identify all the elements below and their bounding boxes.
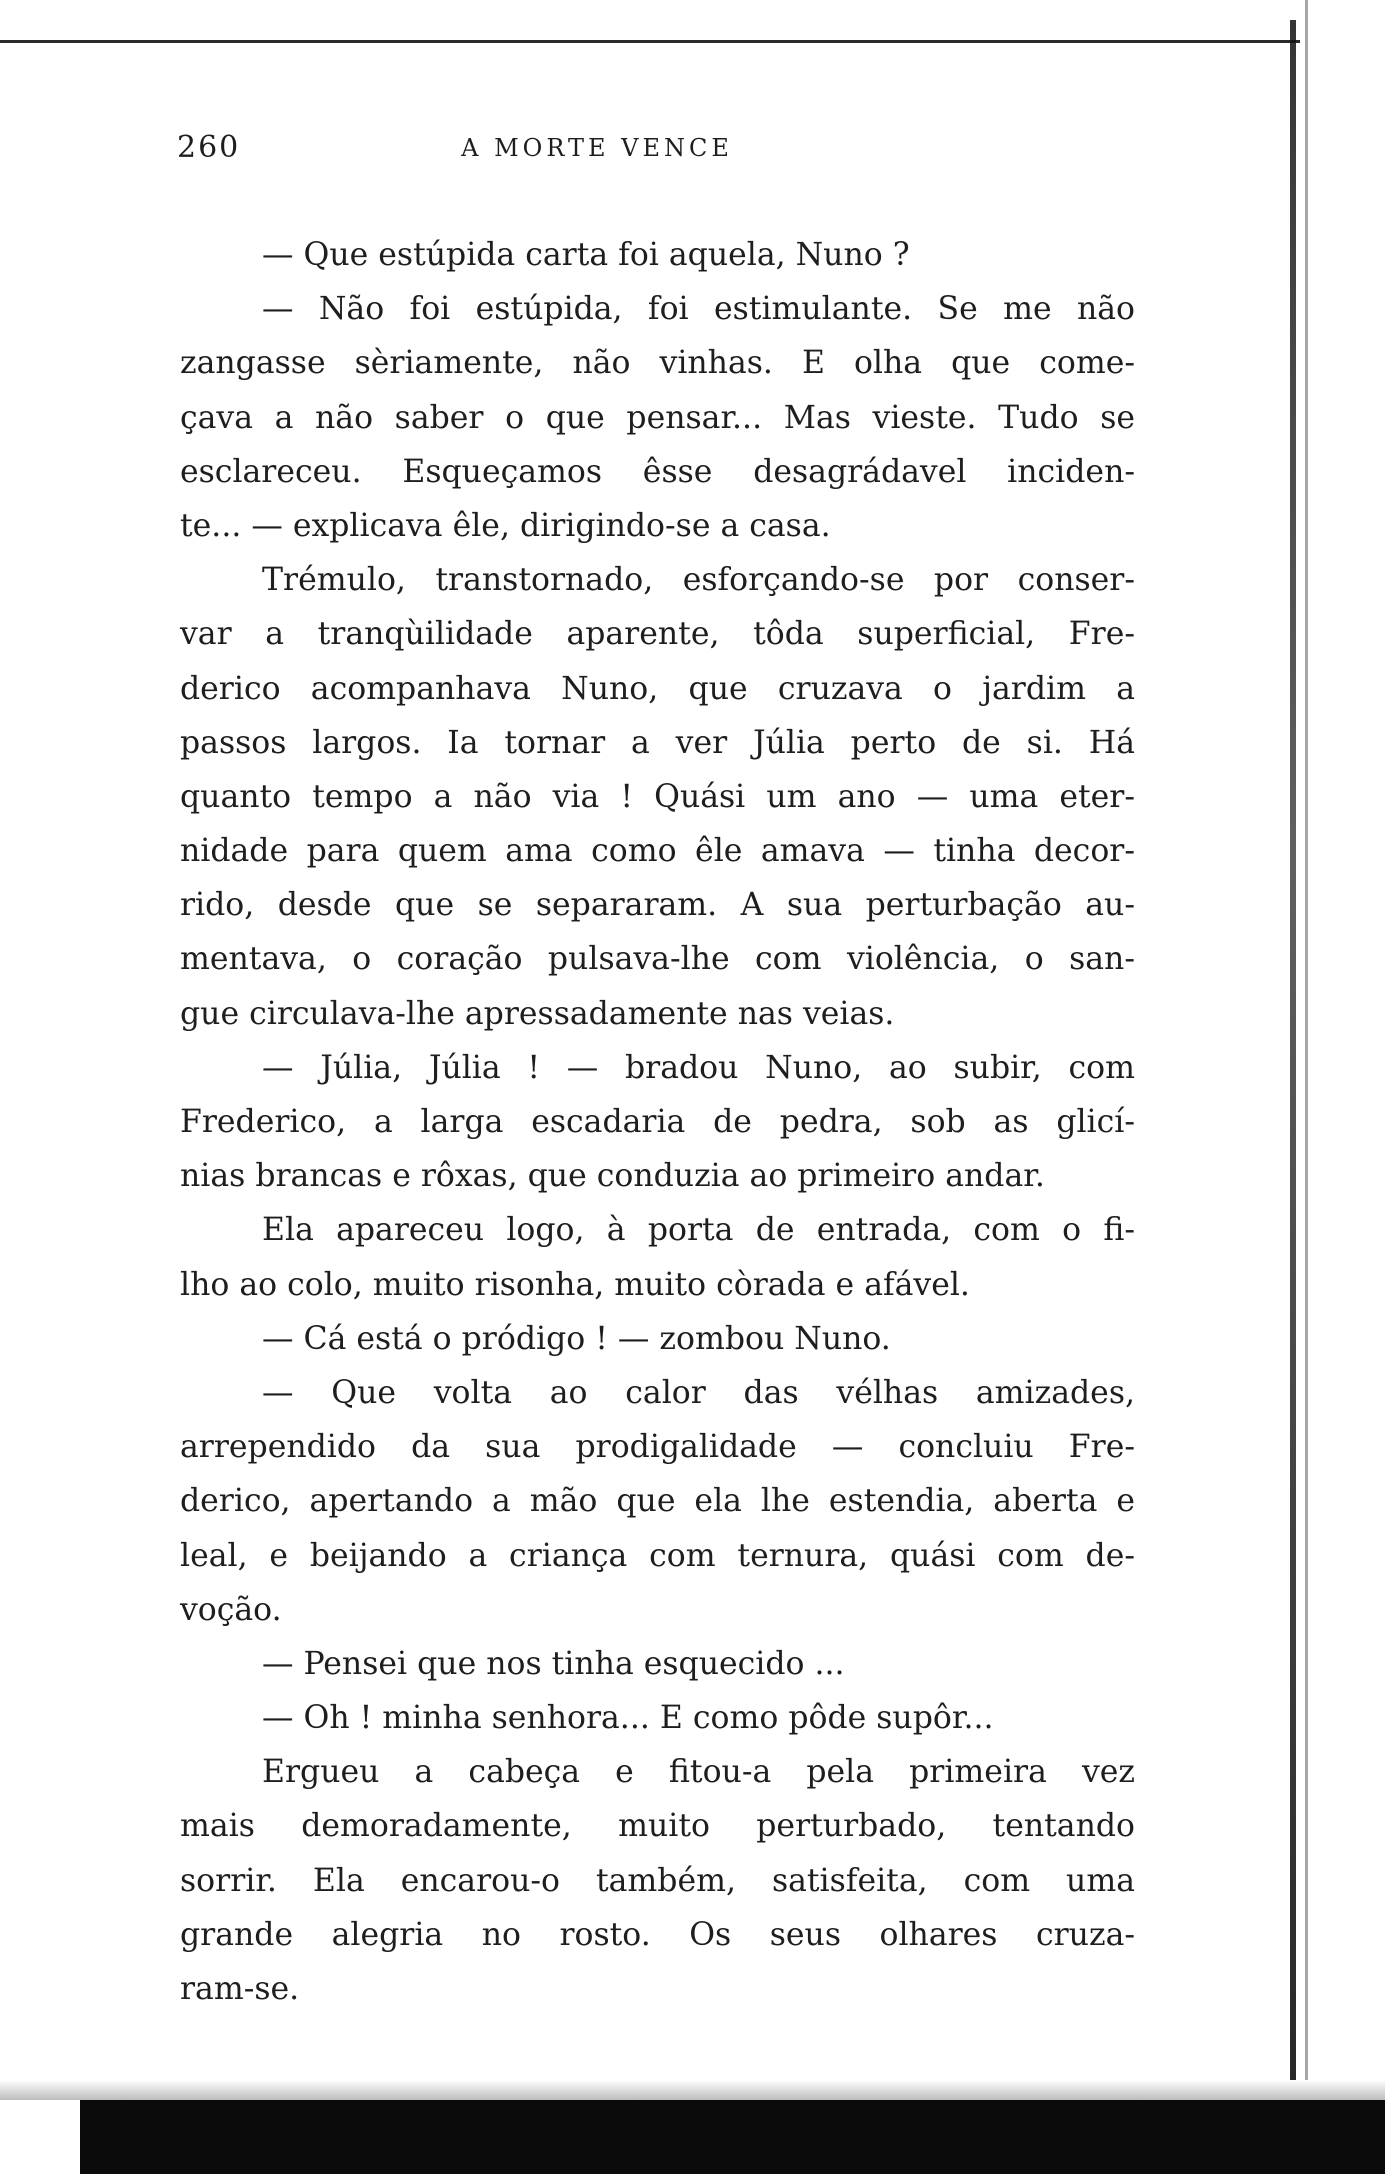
text-line: — Júlia, Júlia ! — bradou Nuno, ao subir, com [262,1049,1135,1086]
running-title: A MORTE VENCE [461,134,733,162]
text-line: passos largos. Ia tornar a ver Júlia perto de si. Há [180,724,1135,761]
text-line: derico acompanhava Nuno, que cruzava o jardim a [180,670,1135,707]
page-header [177,130,1137,174]
text-line: lho ao colo, muito risonha, muito còrada e afável. [180,1266,970,1303]
text-line: esclareceu. Esqueçamos êsse desagrádavel inciden- [180,453,1135,490]
text-line: Frederico, a larga escadaria de pedra, sob as glicí- [180,1104,1135,1140]
text-line: ram-se. [180,1971,300,2007]
text-line: voção. [180,1591,282,1628]
text-line: — Oh ! minha senhora... E como pôde supôr... [262,1700,994,1737]
text-line: derico, apertando a mão que ela lhe estendia, aberta e [180,1483,1135,1520]
top-rule [0,40,1300,43]
text-line: gue circulava-lhe apressadamente nas veias. [180,995,895,1032]
text-line: zangasse sèriamente, não vinhas. E olha que come- [180,345,1135,382]
text-line: Trémulo, transtornado, esforçando-se por conser- [262,562,1135,599]
page-edge-line [1305,0,1308,2174]
body-text [180,228,1135,2016]
text-line: — Não foi estúpida, foi estimulante. Se me não [262,291,1135,328]
text-line: mais demoradamente, muito perturbado, tentando [180,1808,1135,1845]
text-line: leal, e beijando a criança com ternura, quási com de- [180,1537,1135,1574]
text-line: nias brancas e rôxas, que conduzia ao primeiro andar. [180,1158,1045,1195]
text-line: var a tranqùilidade aparente, tôda superficial, Fre- [180,616,1135,653]
bottom-fade [0,2080,1385,2100]
bottom-scan-band [80,2100,1385,2174]
page-number: 260 [177,130,241,165]
text-line: Ergueu a cabeça e fitou-a pela primeira vez [262,1754,1135,1791]
page-edge-shadow [1290,20,1296,2100]
text-line: grande alegria no rosto. Os seus olhares cruza- [180,1916,1135,1953]
text-line: Ela apareceu logo, à porta de entrada, com o fi- [262,1212,1135,1249]
text-line: te... — explicava êle, dirigindo-se a casa. [180,507,831,544]
text-line: mentava, o coração pulsava-lhe com violência, o san- [180,941,1135,978]
text-line: — Pensei que nos tinha esquecido ... [262,1645,845,1682]
text-line: quanto tempo a não via ! Quási um ano — uma eter- [180,778,1135,815]
text-line: çava a não saber o que pensar... Mas vieste. Tudo se [180,399,1135,436]
text-line: arrependido da sua prodigalidade — concluiu Fre- [180,1429,1135,1466]
text-line: — Cá está o pródigo ! — zombou Nuno. [262,1320,891,1357]
text-line: rido, desde que se separaram. A sua perturbação au- [180,887,1135,924]
text-line: nidade para quem ama como êle amava — tinha decor- [180,833,1135,870]
text-line: — Que volta ao calor das vélhas amizades, [262,1374,1135,1411]
text-line: sorrir. Ela encarou-o também, satisfeita, com uma [180,1862,1135,1899]
text-line: — Que estúpida carta foi aquela, Nuno ? [262,237,910,273]
